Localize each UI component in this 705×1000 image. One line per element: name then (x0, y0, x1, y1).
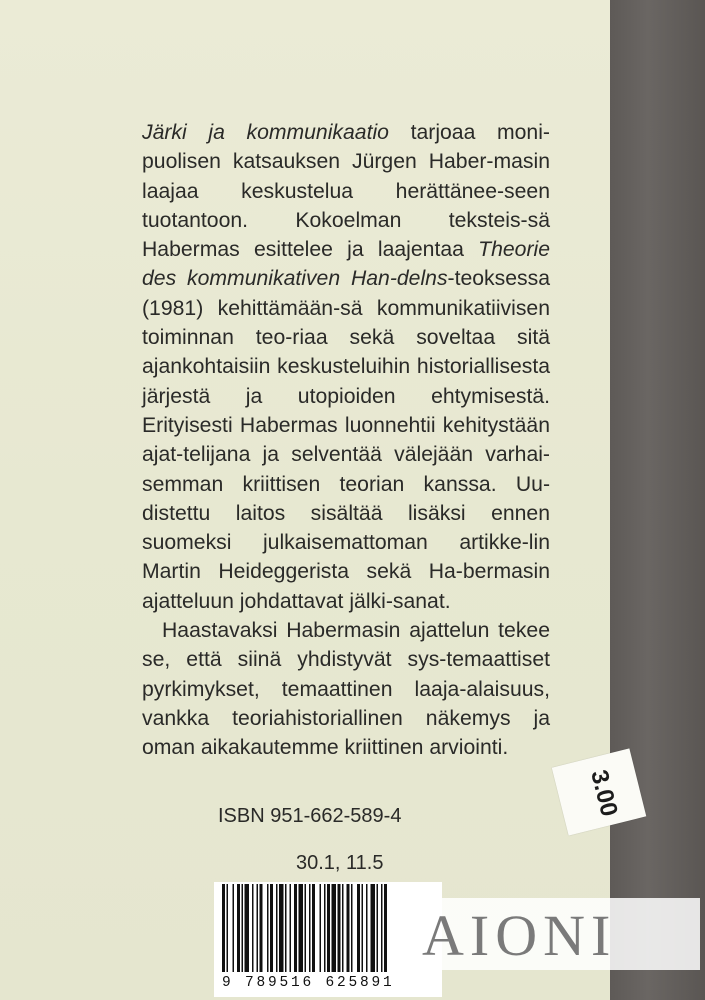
barcode-bar (351, 884, 353, 972)
barcode-bar (222, 884, 225, 972)
barcode-bar (332, 884, 337, 972)
barcode-bar (312, 884, 315, 972)
barcode-bar (347, 884, 350, 972)
barcode-bar (320, 884, 322, 972)
barcode-bar (233, 884, 235, 972)
barcode-bar (366, 884, 368, 972)
watermark-logo (404, 898, 700, 970)
barcode-bar (305, 884, 307, 972)
barcode-bar (237, 884, 240, 972)
barcode-bar (327, 884, 330, 972)
barcode-bar (290, 884, 292, 972)
blurb-paragraph-2: Haastavaksi Habermasin ajattelun tekee se, että siinä yhdistyvät sys-temaattiset pyrkimykset, temaattinen laaja-alaisuus, vankka teoriahistoriallinen näkemys ja oman aikakautemme kriittinen arviointi. (142, 619, 550, 760)
price-label: 3.00 (585, 767, 623, 820)
barcode-bar (245, 884, 250, 972)
barcode-bar (294, 884, 297, 972)
barcode-bar (252, 884, 254, 972)
watermark-text: AIONI (422, 903, 617, 968)
barcode-bar (342, 884, 344, 972)
library-classification: 30.1, 11.5 (296, 852, 384, 874)
barcode-bar (242, 884, 244, 972)
barcode-number: 9 789516 625891 (222, 975, 395, 991)
barcode-bar (309, 884, 311, 972)
barcode-bar (299, 884, 304, 972)
barcode-bar (338, 884, 341, 972)
barcode-bar (377, 884, 379, 972)
barcode-bar (276, 884, 278, 972)
barcode-bar (324, 884, 326, 972)
barcode-bar (279, 884, 284, 972)
barcode-bar (384, 884, 387, 972)
barcode-bar (357, 884, 360, 972)
barcode-bar (270, 884, 273, 972)
referenced-work-title: Theorie des kommunikativen Han-delns (142, 238, 550, 291)
barcode-bar (267, 884, 269, 972)
barcode-bar (362, 884, 364, 972)
blurb-text (142, 118, 550, 763)
book-title: Järki ja kommunikaatio (142, 121, 389, 144)
barcode-bars (222, 884, 434, 974)
barcode-bar (257, 884, 259, 972)
barcode-bar (260, 884, 263, 972)
barcode-bar (381, 884, 383, 972)
barcode-bar (227, 884, 229, 972)
isbn: ISBN 951-662-589-4 (218, 805, 402, 827)
blurb-paragraph-1: Järki ja kommunikaatio tarjoaa moni-puolisen katsauksen Jürgen Haber-masin laajaa keskustelua herättänee-seen tuotantoon. Kokoelman teksteis-sä Habermas esittelee ja laajentaa Theorie des kommunikativen Han-delns-teoksessa (1981) kehittämään-sä kommunikatiivisen toiminnan teo-riaa sekä soveltaa sitä ajankohtaisiin keskusteluihin historiallisesta järjestä ja utopioiden ehtymisestä. Erityisesti Habermas luonnehtii kehitystään ajat-telijana ja selventää välejään varhai-semman kriittisen teorian kanssa. Uu-distettu laitos sisältää lisäksi ennen suomeksi julkaisemattoman artikke-lin Martin Heideggerista sekä Ha-bermasin ajatteluun johdattavat jälki-sanat. (142, 121, 550, 613)
book-spine (610, 0, 705, 1000)
barcode-bar (371, 884, 376, 972)
barcode-bar (285, 884, 287, 972)
